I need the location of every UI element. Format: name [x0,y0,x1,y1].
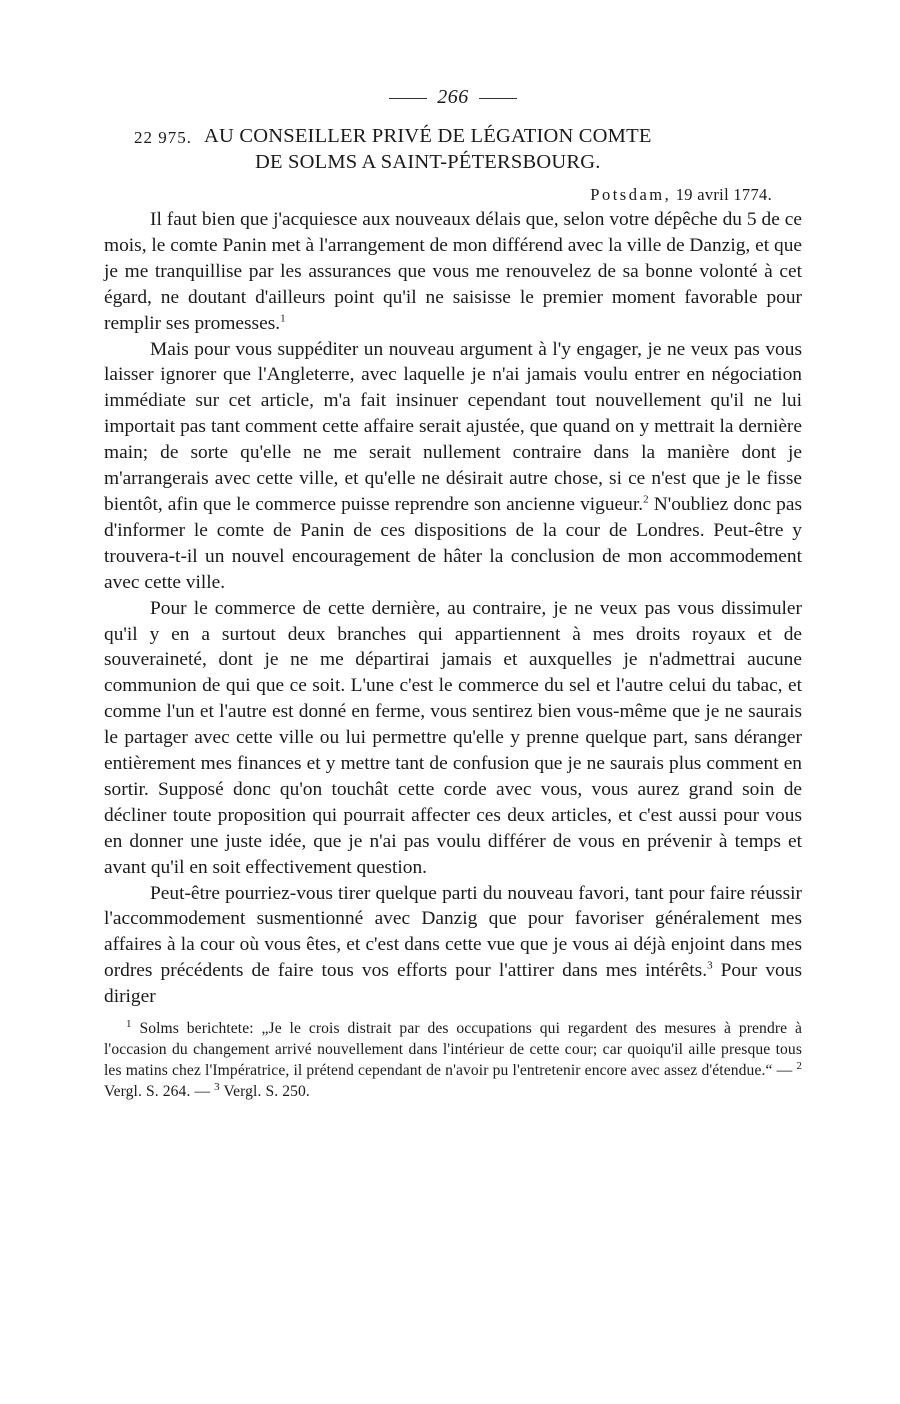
letter-body [104,207,802,1010]
letter-title-line-2: DE SOLMS A SAINT-PÉTERSBOURG. [254,151,601,173]
footnote-2-text: Vergl. S. 264. — [104,1083,211,1101]
letter-title [204,123,652,175]
paragraph-3 [104,596,802,881]
paragraph-2 [104,337,802,596]
page-number-value: 266 [437,86,469,108]
footnote-marker-2: 2 [796,1059,803,1072]
document-number: 22 975. [134,128,192,147]
letter-title-line-1: AU CONSEILLER PRIVÉ DE LÉGATION COMTE [204,125,652,147]
paragraph-2-text: Mais pour vous suppéditer un nouveau argument à l'y engager, je ne veux pas vous laisser ignorer que l'Angleterre, avec laquelle je n'ai jamais voulu entrer en négociation immédiate sur cet article, m'a fait insinuer cependant tout nouvellement qu'il ne lui importait pas tant comment cette affaire serait ajustée, que quand on y mettrait la dernière main; de sorte qu'elle ne me serait nullement contraire dans la manière dont je m'arrangerais avec cette ville, et qu'elle ne désirait autre chose, si ce n'est que je le fisse bientôt, afin que le commerce puisse reprendre son ancienne vigueur. [104,338,802,515]
footnote-3-text: Vergl. S. 250. [223,1083,310,1101]
paragraph-1 [104,207,802,337]
paragraph-4-text: Peut-être pourriez-vous tirer quelque parti du nouveau favori, tant pour faire réussir l'accommodement susmentionné avec Danzig que pour favoriser généralement mes affaires à la cour où vous êtes, et c'est dans cette vue que je vous ai déjà enjoint dans mes ordres précédents de faire tous vos efforts pour l'attirer dans mes intérêts. [104,882,802,982]
footnote-ref-1: 1 [280,312,286,325]
page-number-rule-left [389,98,427,99]
paragraph-2-text-continued: N'oubliez donc pas d'informer le comte de Panin de ces dispositions de la cour de Londres. Peut-être y trouvera-t-il un nouvel encouragement de hâter la conclusion de mon accommodement avec cette ville. [104,493,803,593]
footnotes [104,1018,802,1102]
footnote-marker-1: 1 [126,1017,132,1030]
page-number [104,86,802,109]
paragraph-3-text: Pour le commerce de cette dernière, au contraire, je ne veux pas vous dissimuler qu'il y en a surtout deux branches qui appartiennent à mes droits royaux et de souveraineté, dont je ne me départirai jamais et auxquelles je n'admettrai aucune communion de qui que ce soit. L'une c'est le commerce du sel et l'autre celui du tabac, et comme l'un et l'autre est donné en ferme, vous sentirez bien vous-même que je ne saurais le partager avec cette ville ou lui permettre qu'elle y prenne quelque part, sans déranger entièrement mes finances et y mettre tant de confusion que je ne saurais plus comment en sortir. Supposé donc qu'on touchât cette corde avec vous, vous aurez grand soin de décliner toute proposition qui pourrait affecter ces deux articles, et c'est aussi pour vous en donner une juste idée, que je n'ai pas voulu différer de vous en prévenir à temps et avant qu'il en soit effectivement question. [104,597,802,878]
footnote-marker-3: 3 [214,1080,220,1093]
footnote-1-text: Solms berichtete: „Je le crois distrait par des occupations qui regardent des mesures à prendre à l'occasion du changement arrivé nouvellement dans l'intérieur de cette cour; car quoiqu'il aille presque tous les matins chez l'Impératrice, il prétend cependant de n'avoir pu l'entretenir encore avec assez d'étendue.“ — [104,1020,803,1080]
footnote-ref-3: 3 [707,959,713,972]
footnote-block [104,1018,802,1102]
footnote-ref-2: 2 [643,493,649,506]
paragraph-1-text: Il faut bien que j'acquiesce aux nouveaux délais que, selon votre dépêche du 5 de ce mois, le comte Panin met à l'arrangement de mon différend avec la ville de Danzig, et que je me tranquillise par les assurances que vous me renouvelez de sa bonne volonté à cet égard, ne doutant d'ailleurs point qu'il ne saisisse le premier moment favorable pour remplir ses promesses. [104,209,802,334]
paragraph-4 [104,881,802,1011]
paragraph-4-text-continued: Pour vous diriger [104,960,802,1008]
dateline [104,185,772,205]
book-page [104,86,802,1102]
dateline-place: Potsdam, [590,185,672,204]
letter-heading [134,123,802,175]
dateline-date: 19 avril 1774. [675,185,772,204]
page-number-rule-right [479,98,517,99]
